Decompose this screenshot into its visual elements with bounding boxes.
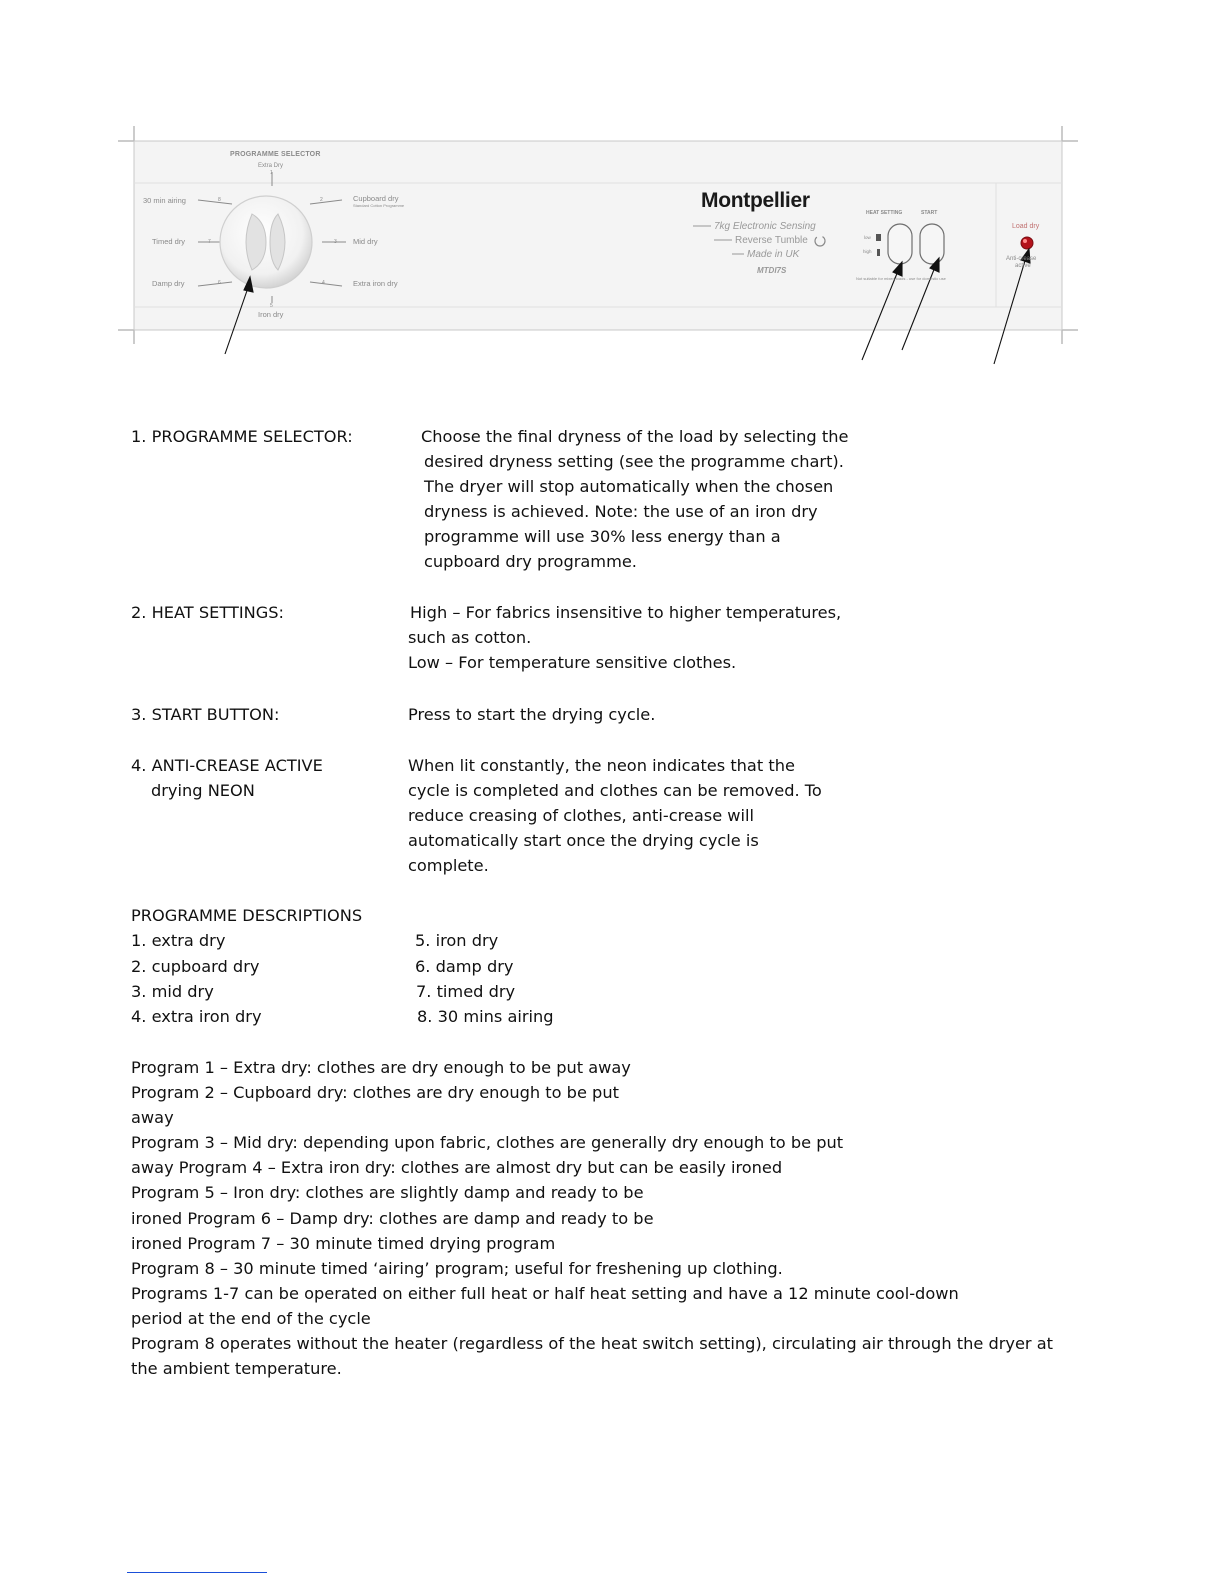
load-dry-label: Load dry	[1012, 223, 1040, 230]
item-line: desired dryness setting (see the programme chart).	[424, 452, 844, 471]
dial-sublabel-cupboard: Standard Cotton Programme	[353, 203, 405, 208]
item-line: When lit constantly, the neon indicates that the	[408, 756, 795, 775]
heat-setting-label: HEAT SETTING	[866, 210, 903, 216]
dial-number-1: 1	[270, 170, 273, 176]
description-item: 7. timed dry	[416, 982, 516, 1001]
feature-electronic-sensing: 7kg Electronic Sensing	[714, 221, 816, 232]
heat-setting-button	[888, 224, 912, 264]
program-line: away	[131, 1108, 174, 1127]
item-line: programme will use 30% less energy than a	[424, 527, 781, 546]
item-line: The dryer will stop automatically when the chosen	[424, 477, 834, 496]
program-line: Programs 1-7 can be operated on either full heat or half heat setting and have a 12 minute cool-down	[131, 1284, 959, 1303]
item-line: High – For fabrics insensitive to higher temperatures,	[410, 603, 842, 622]
item-line: Press to start the drying cycle.	[408, 705, 656, 724]
model-number: MTDI7S	[757, 266, 787, 275]
item-label: 2. HEAT SETTINGS:	[131, 603, 284, 622]
item-line: cupboard dry programme.	[424, 552, 637, 571]
program-line: away Program 4 – Extra iron dry: clothes are almost dry but can be easily ironed	[131, 1158, 783, 1177]
start-label: START	[921, 210, 938, 216]
dial-number-7: 7	[208, 239, 211, 245]
dial-label-damp-dry: Damp dry	[152, 279, 185, 288]
description-item: 2. cupboard dry	[131, 957, 260, 976]
dial-number-2: 2	[320, 197, 323, 203]
item-line: cycle is completed and clothes can be removed. To	[408, 781, 822, 800]
program-line: Program 2 – Cupboard dry: clothes are dry enough to be put	[131, 1083, 619, 1102]
item-line: Low – For temperature sensitive clothes.	[408, 653, 737, 672]
start-button	[920, 224, 944, 264]
program-line: Program 8 operates without the heater (regardless of the heat switch setting), circulating air through the dryer at	[131, 1334, 1053, 1353]
footer-rule	[127, 1572, 267, 1573]
item-line: such as cotton.	[408, 628, 532, 647]
dial-label-timed-dry: Timed dry	[152, 237, 186, 246]
dial-label-iron-dry: Iron dry	[258, 310, 284, 319]
description-item: 6. damp dry	[415, 957, 514, 976]
description-item: 4. extra iron dry	[131, 1007, 262, 1026]
item-line: dryness is achieved. Note: the use of an iron dry	[424, 502, 818, 521]
item-line: complete.	[408, 856, 489, 875]
panel-footnote: Not suitable for mixed loads - use for domestic use	[856, 276, 946, 281]
item-label: 3. START BUTTON:	[131, 705, 280, 724]
low-label: low	[864, 235, 871, 240]
program-line: Program 5 – Iron dry: clothes are slightly damp and ready to be	[131, 1183, 644, 1202]
program-line: Program 3 – Mid dry: depending upon fabric, clothes are generally dry enough to be put	[131, 1133, 844, 1152]
program-line: Program 8 – 30 minute timed ‘airing’ program; useful for freshening up clothing.	[131, 1259, 783, 1278]
item-line: reduce creasing of clothes, anti-crease will	[408, 806, 755, 825]
description-item: 5. iron dry	[415, 931, 499, 950]
high-label: high	[863, 249, 872, 254]
description-item: 3. mid dry	[131, 982, 214, 1001]
dial-label-extra-dry: Extra Dry	[258, 163, 284, 169]
dial-label-extra-iron-dry: Extra iron dry	[353, 279, 398, 288]
descriptions-heading: PROGRAMME DESCRIPTIONS	[131, 906, 363, 925]
program-line: the ambient temperature.	[131, 1359, 342, 1378]
program-line: Program 1 – Extra dry: clothes are dry enough to be put away	[131, 1058, 631, 1077]
dial-number-8: 8	[218, 197, 221, 203]
feature-reverse-tumble: Reverse Tumble	[735, 235, 808, 246]
dial-number-6: 6	[218, 280, 221, 286]
programme-selector-title: PROGRAMME SELECTOR	[230, 151, 321, 158]
program-line: period at the end of the cycle	[131, 1309, 371, 1328]
dial-label-cupboard-dry: Cupboard dry	[353, 194, 399, 203]
dial-number-3: 3	[334, 239, 337, 245]
item-line: Choose the final dryness of the load by selecting the	[421, 427, 849, 446]
item-label: 1. PROGRAMME SELECTOR:	[131, 427, 353, 446]
neon-light-icon	[1021, 237, 1033, 249]
dial-label-mid-dry: Mid dry	[353, 237, 378, 246]
brand-logo: Montpellier	[701, 189, 810, 212]
program-line: ironed Program 6 – Damp dry: clothes are damp and ready to be	[131, 1209, 654, 1228]
dial-label-30-min-airing: 30 min airing	[143, 196, 186, 205]
item-label: 4. ANTI-CREASE ACTIVE	[131, 756, 323, 775]
description-item: 1. extra dry	[131, 931, 226, 950]
control-panel-drawing	[0, 0, 1225, 380]
dial-number-4: 4	[322, 280, 325, 286]
control-panel-figure	[0, 0, 1225, 380]
dial-number-5: 5	[270, 303, 273, 309]
item-line: automatically start once the drying cycle is	[408, 831, 759, 850]
description-item: 8. 30 mins airing	[417, 1007, 554, 1026]
program-line: ironed Program 7 – 30 minute timed drying program	[131, 1234, 556, 1253]
item-label-continued: drying NEON	[151, 781, 255, 800]
feature-made-in-uk: Made in UK	[747, 249, 800, 260]
active-label: active	[1015, 263, 1031, 269]
anti-crease-label: Anti-crease	[1006, 256, 1037, 262]
